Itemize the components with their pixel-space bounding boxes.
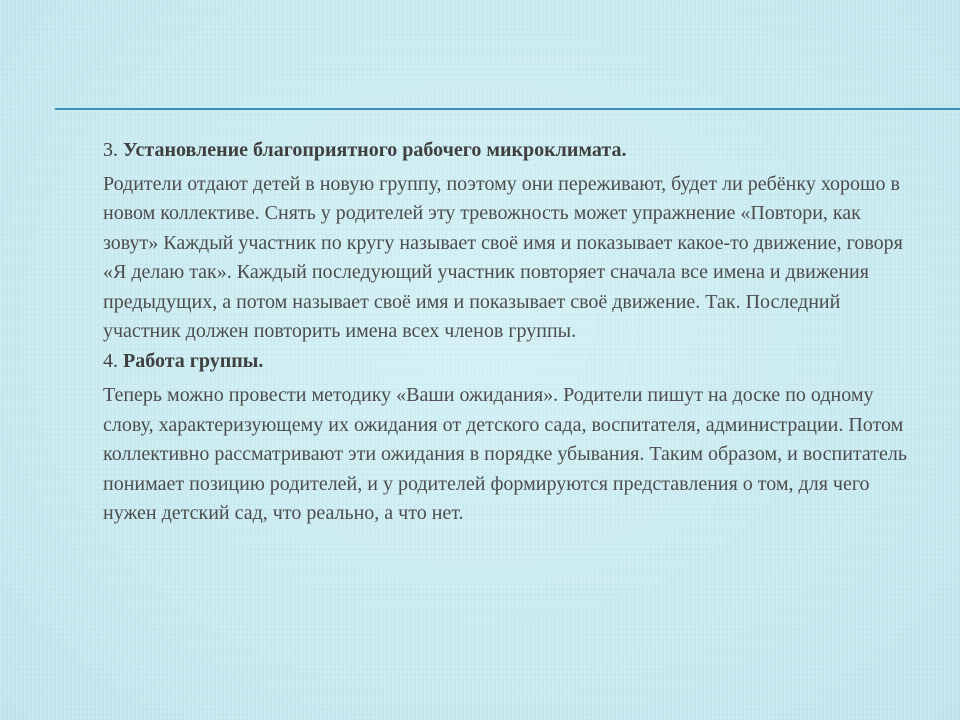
section-4-paragraph: Теперь можно провести методику «Ваши ожидания». Родители пишут на доске по одному слову, характеризующему их ожидания от детского сада, воспитателя, администрации. Потом коллективно рассматривают эти ожидания в порядке убывания. Таким образом, и воспитатель понимает позицию родителей, и у родителей формируются представления о том, для чего нужен детский сад, что реально, а что нет.	[103, 384, 907, 524]
section-3-title: Установление благоприятного рабочего микроклимата.	[123, 139, 627, 161]
section-4-title: Работа группы.	[123, 349, 264, 372]
title-divider-line	[55, 108, 960, 110]
section-3-paragraph: Родители отдают детей в новую группу, поэтому они переживают, будет ли ребёнку хорошо в новом коллективе. Снять у родителей эту тревожность может упражнение «Повтори, как зовут» Каждый участник по кругу называет своё имя и показывает какое-то движение, говоря «Я делаю так». Каждый последующий участник повторяет сначала все имена и движения предыдущих, а потом называет своё имя и показывает своё движение. Так. Последний участник должен повторить имена всех членов группы.	[103, 172, 903, 342]
section-4-number: 4.	[103, 349, 118, 372]
section-3-heading	[103, 136, 918, 166]
slide-body	[103, 136, 918, 529]
section-3-number: 3.	[103, 139, 118, 161]
section-4-heading	[103, 347, 918, 377]
